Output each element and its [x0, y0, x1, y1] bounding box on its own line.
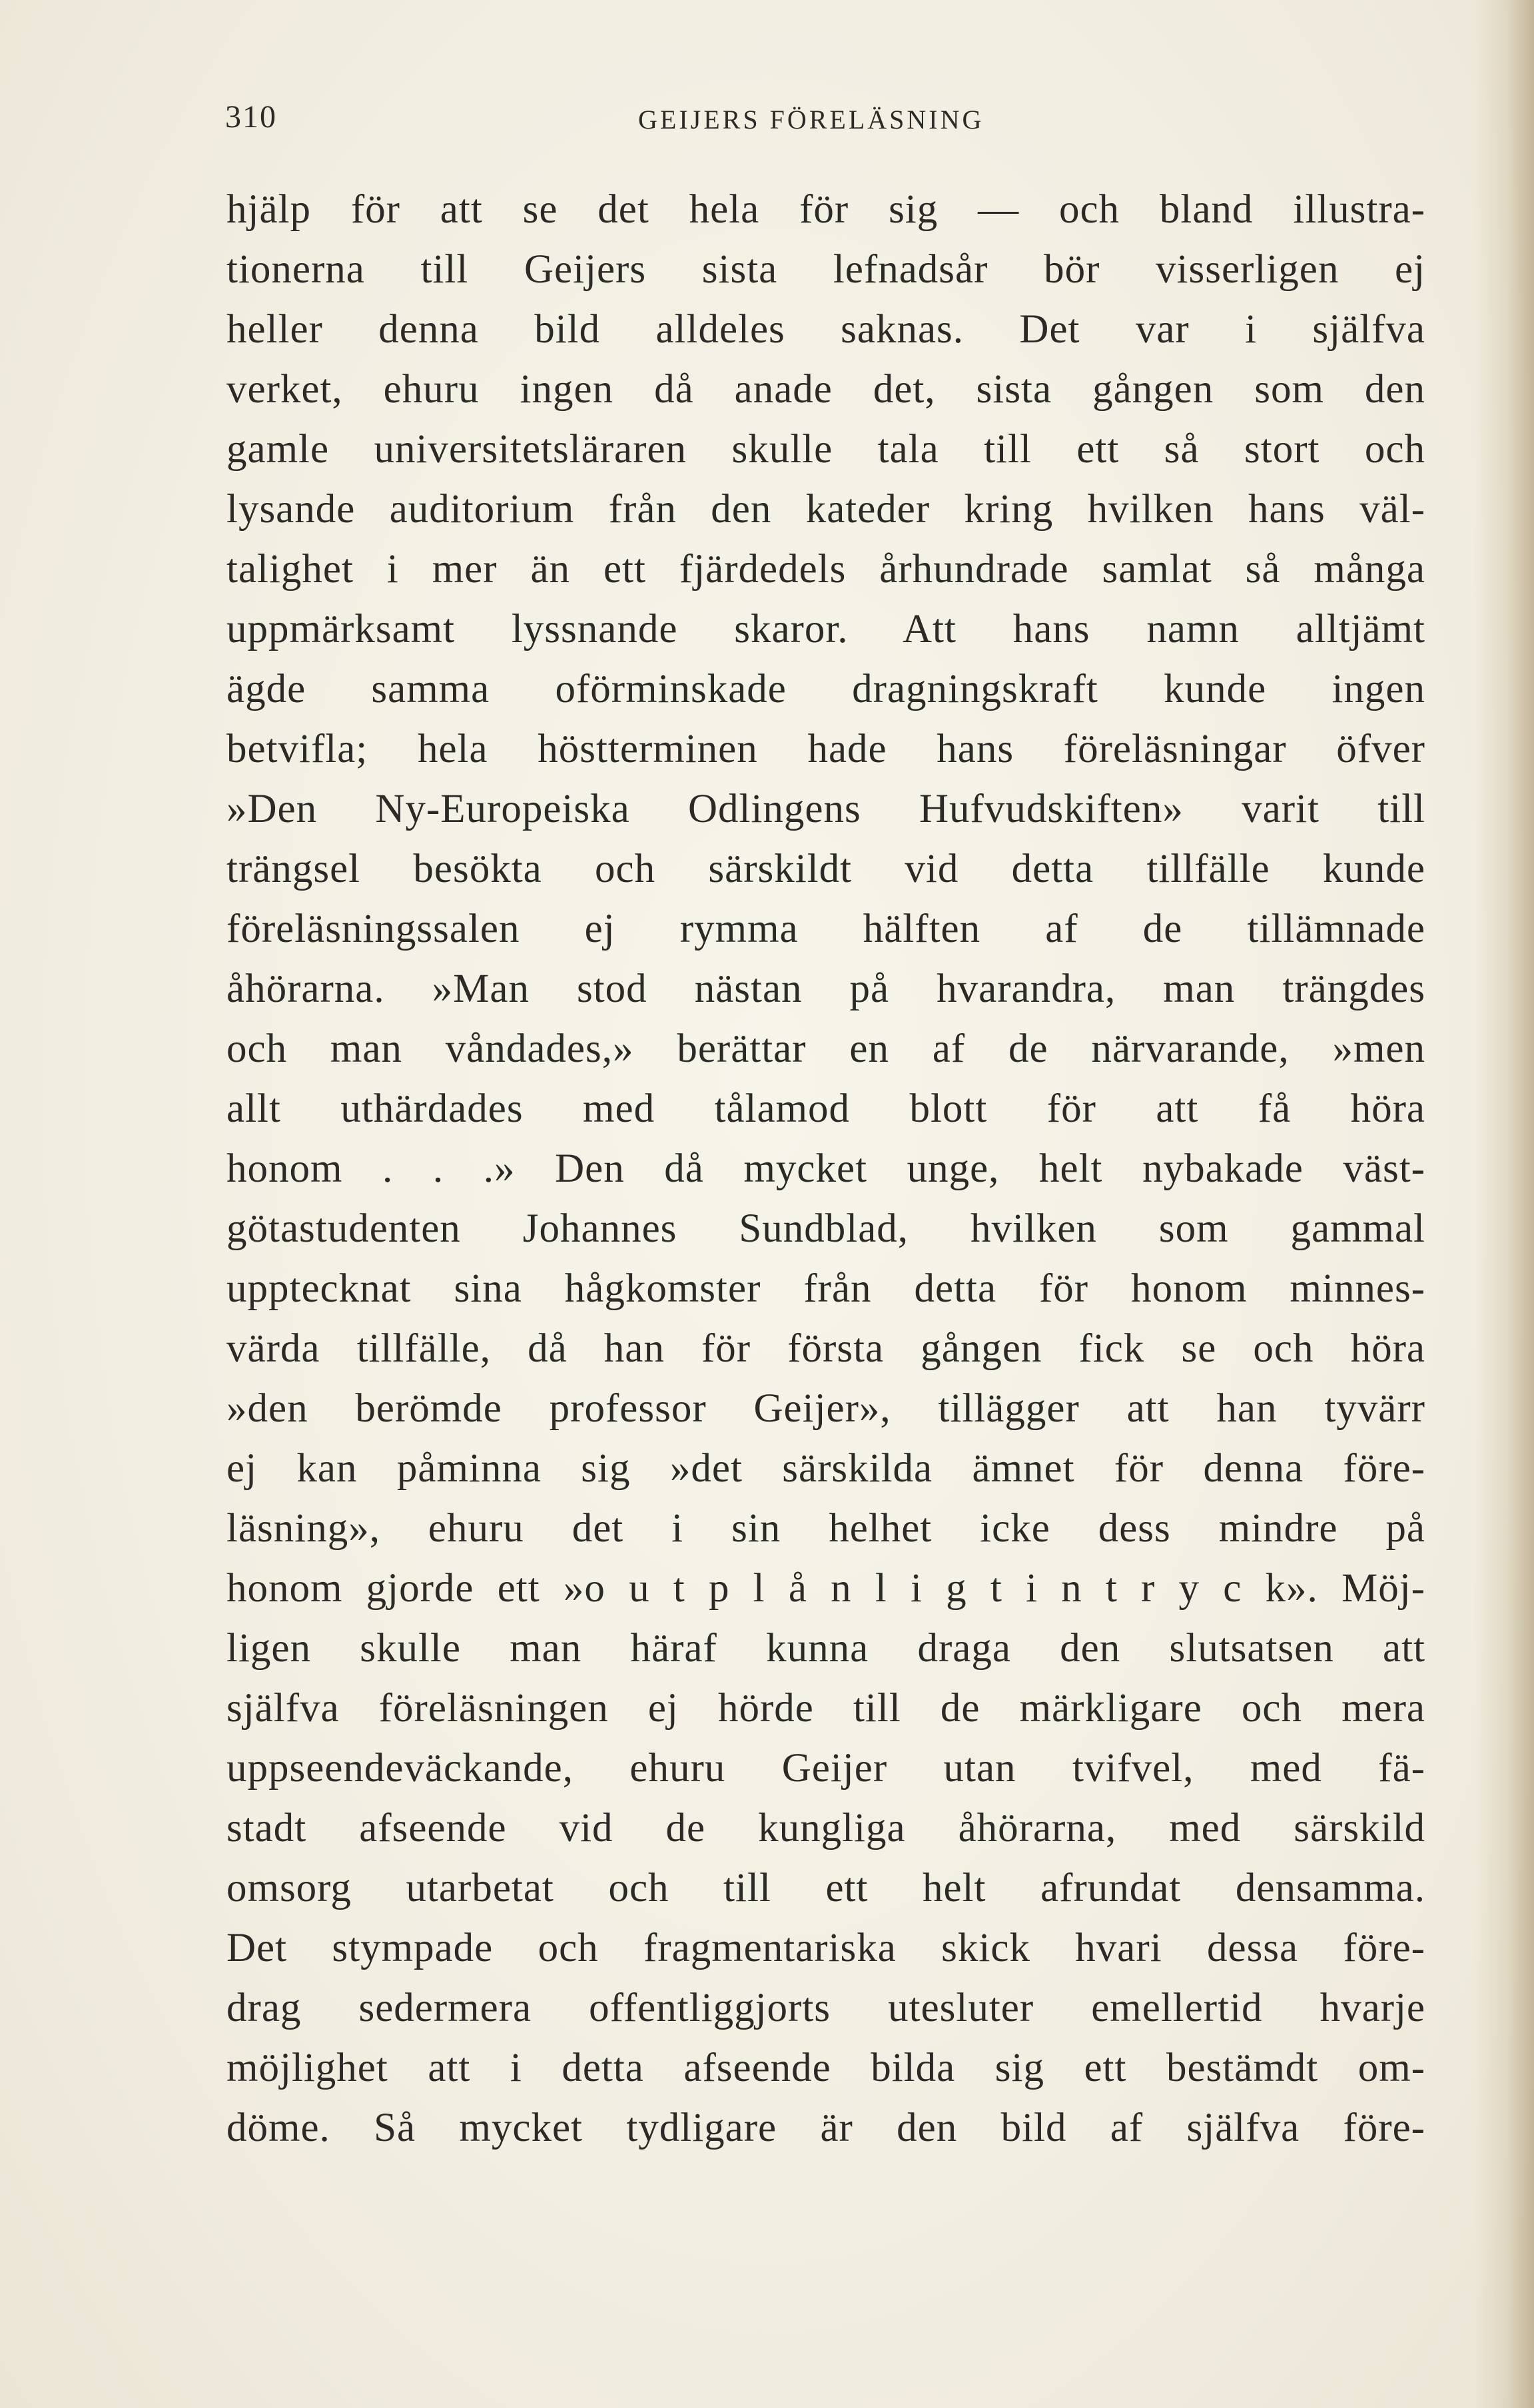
text-line: själfva föreläsningen ej hörde till de märkligare och mera: [226, 1686, 1425, 1731]
text-line: »den berömde professor Geijer», tillägger att han tyvärr: [226, 1386, 1425, 1431]
text-line: Det stympade och fragmentariska skick hvari dessa före-: [226, 1926, 1425, 1970]
text-line: heller denna bild alldeles saknas. Det var i själfva: [226, 307, 1425, 352]
page-number: 310: [225, 99, 277, 135]
text-line: ej kan påminna sig »det särskilda ämnet för denna före-: [226, 1446, 1425, 1491]
text-line: uppseendeväckande, ehuru Geijer utan tvifvel, med fä-: [226, 1746, 1425, 1791]
text-line: upptecknat sina hågkomster från detta för honom minnes-: [226, 1266, 1425, 1311]
text-line: drag sedermera offentliggjorts utesluter emellertid hvarje: [226, 1986, 1425, 2030]
text-line: trängsel besökta och särskildt vid detta tillfälle kunde: [226, 847, 1425, 891]
text-line: allt uthärdades med tålamod blott för att få höra: [226, 1086, 1425, 1131]
text-line: betvifla; hela höstterminen hade hans föreläsningar öfver: [226, 727, 1425, 771]
page-edge-shadow: [1474, 0, 1534, 2408]
text-line: föreläsningssalen ej rymma hälften af de tillämnade: [226, 907, 1425, 951]
text-line: döme. Så mycket tydligare är den bild af själfva före-: [226, 2106, 1425, 2150]
running-title: GEIJERS FÖRELÄSNING: [638, 105, 984, 135]
text-line: ligen skulle man häraf kunna draga den slutsatsen att: [226, 1626, 1425, 1671]
text-line: tionerna till Geijers sista lefnadsår bör visserligen ej: [226, 247, 1425, 292]
text-line: åhörarna. »Man stod nästan på hvarandra, man trängdes: [226, 967, 1425, 1011]
running-head: [225, 99, 1424, 145]
text-line: stadt afseende vid de kungliga åhörarna, med särskild: [226, 1806, 1425, 1850]
text-line: götastudenten Johannes Sundblad, hvilken som gammal: [226, 1206, 1425, 1251]
text-line: ägde samma oförminskade dragningskraft kunde ingen: [226, 667, 1425, 711]
text-line: uppmärksamt lyssnande skaror. Att hans namn alltjämt: [226, 607, 1425, 651]
text-line: värda tillfälle, då han för första gången fick se och höra: [226, 1326, 1425, 1371]
text-line: »Den Ny-Europeiska Odlingens Hufvudskiften» varit till: [226, 787, 1425, 831]
text-line: lysande auditorium från den kateder kring hvilken hans väl-: [226, 487, 1425, 532]
text-line: honom . . .» Den då mycket unge, helt nybakade väst-: [226, 1146, 1425, 1191]
text-line: läsning», ehuru det i sin helhet icke dess mindre på: [226, 1506, 1425, 1551]
text-line: honom gjorde ett »o u t p l å n l i g t i n t r y c k». Möj-: [226, 1566, 1425, 1611]
text-line: omsorg utarbetat och till ett helt afrundat densamma.: [226, 1866, 1425, 1910]
text-line: verket, ehuru ingen då anade det, sista gången som den: [226, 367, 1425, 412]
text-line: och man våndades,» berättar en af de närvarande, »men: [226, 1026, 1425, 1071]
text-line: möjlighet att i detta afseende bilda sig ett bestämdt om-: [226, 2046, 1425, 2090]
text-line: hjälp för att se det hela för sig — och bland illustra-: [226, 187, 1425, 232]
text-line: gamle universitetsläraren skulle tala till ett så stort och: [226, 427, 1425, 472]
body-text: [226, 180, 1425, 2158]
text-line: talighet i mer än ett fjärdedels århundrade samlat så många: [226, 547, 1425, 592]
